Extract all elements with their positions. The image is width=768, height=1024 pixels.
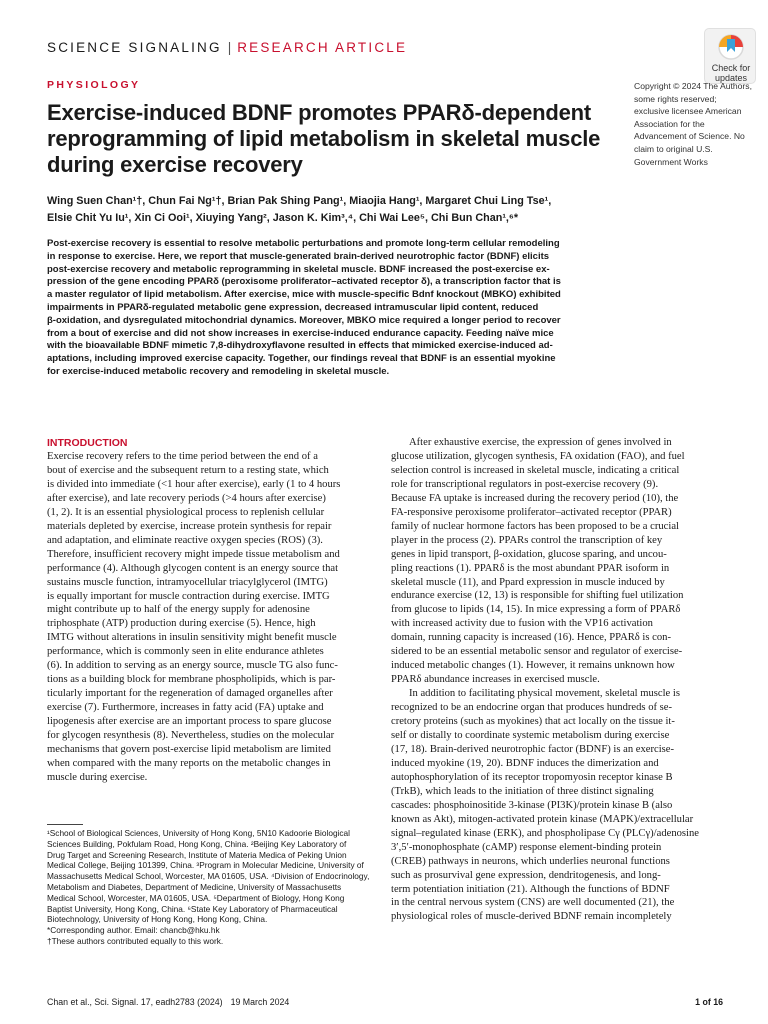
body-line: lipogenesis after exercise are an important process to spare glucose [47,716,332,728]
footnote-line: Drug Target and Screening Research, Institute of Materia Medica of Peking Union [47,849,347,860]
journal-name: SCIENCE SIGNALING [47,40,222,55]
abstract-line: aptations, including improved exercise capacity. Together, our findings reveal that BDNF is an essential myokine [47,353,556,365]
abstract-line: pression of the gene encoding PPARδ (peroxisome proliferator–activated receptor δ), a transcription factor that is [47,276,561,288]
body-column-left [47,436,382,785]
body-line: ticularly important for the regeneration of damaged organelles after [47,688,333,700]
corresponding-author: *Corresponding author. Email: chancb@hku.hk [47,925,220,936]
footnote-line: Metabolism and Diabetes, Department of Medicine, University of Massachusetts [47,881,342,892]
body-line: materials depleted by exercise, increase protein synthesis for repair [47,520,332,532]
footnote-line: ¹School of Biological Sciences, University of Hong Kong, 5N10 Kadoorie Biological [47,828,351,838]
body-line: sidered to be an essential metabolic sensor and regulator of exercise- [391,646,683,658]
body-line: for glycogen resynthesis (8). Nevertheless, studies on the molecular [47,730,335,742]
body-line: Therefore, insufficient recovery might impede tissue metabolism and [47,548,340,560]
body-line: (6). In addition to serving as an energy source, muscle TG also func- [47,660,338,672]
body-line: muscle during exercise. [47,771,148,783]
abstract-line: Post-exercise recovery is essential to resolve metabolic perturbations and promote long-term cellular remodeling [47,238,560,249]
body-line: and adaptation, and eliminate reactive oxygen species (ROS) (3). [47,534,323,546]
abstract-line: from a bout of exercise and did not show increases in exercise-induced endurance capacity. Feeding naïve mice [47,327,554,339]
header-separator: | [227,40,232,55]
body-line: induced metabolic changes (1). However, it remains unknown how [391,660,675,672]
abstract-line: post-exercise recovery and metabolic reprogramming in skeletal muscle. BDNF increased the post-exercise ex- [47,263,550,275]
body-line: In addition to facilitating physical movement, skeletal muscle is [409,688,680,700]
article-title [47,100,637,178]
body-line: is divided into immediate (<1 hour after exercise), early (1 to 4 hours [47,478,341,490]
body-line: player in the process (2). PPARs control the transcription of key [391,534,663,546]
citation: Chan et al., Sci. Signal. 17, eadh2783 (2024) [47,997,223,1007]
body-line: self or distally to coordinate systemic metabolism during exercise [391,730,670,742]
footnote-line: Biotechnology, University of Hong Kong, Hong Kong, China. [47,914,268,925]
abstract [47,238,725,379]
body-line: Because FA uptake is increased during the recovery period (10), the [391,492,679,504]
body-line: IMTG without alterations in insulin sensitivity might benefit muscle [47,632,337,644]
abstract-line: in response to exercise. Here, we report that muscle-generated brain-derived neurotrophic factor (BDNF) elicits [47,250,550,262]
footnote-line: Sciences Building, Pokfulam Road, Hong Kong, China. ²Beijing Key Laboratory of [47,838,347,849]
body-line: performance, which is commonly seen in elite endurance athletes [47,646,324,658]
abstract-line: β-oxidation, and dysregulated mitochondrial dynamics. Moreover, MBKO mice required a longer period to recover [47,314,561,326]
title-line: reprogramming of lipid metabolism in skeletal muscle [47,126,601,151]
body-line: bout of exercise and the subsequent return to a resting state, which [47,464,329,476]
body-line: (CREB) pathways in neurons, which underlies neuronal functions [391,855,670,867]
footnote-divider [47,824,83,825]
body-line: recognized to be an endocrine organ that produces hundreds of se- [391,702,673,714]
body-line: tions as a building block for membrane phospholipids, which is par- [47,674,336,686]
body-line: signal–regulated kinase (ERK), and phospholipase Cγ (PLCγ)/adenosine [391,827,699,839]
body-line: (TrkB), which leads to the initiation of three distinct signaling [391,785,654,797]
body-line: autophosphorylation of its receptor tropomyosin receptor kinase B [391,771,673,783]
body-line: role for transcriptional regulators in post-exercise recovery (9). [391,478,659,490]
badge-line1: Check for [711,63,751,73]
body-line: term potentiation initiation (21). Although the functions of BDNF [391,883,670,895]
body-line: after exercise), and late recovery periods (>4 hours after exercise) [47,492,326,504]
body-line: from glucose to lipids (14, 15). In mice expressing a form of PPARδ [391,604,681,616]
journal-header [47,40,407,55]
abstract-line: a master regulator of lipid metabolism. After exercise, mice with muscle-specific Bdnf knockout (MBKO) exhibited [47,289,561,301]
author-list [47,193,627,227]
body-line: glucose utilization, glycogen synthesis, FA oxidation (FAO), and fuel [391,450,685,462]
equal-contribution-note: †These authors contributed equally to this work. [47,935,224,946]
copyright-notice: Copyright © 2024 The Authors, some rights reserved; exclusive licensee American Association for the Advancement of Science. No claim to original U.S. Government Works [634,81,752,167]
body-column-right [391,436,726,924]
body-line: PPARδ abundance increases in exercised muscle. [391,674,600,686]
body-line: FA-responsive peroxisome proliferator–activated receptor (PPAR) [391,506,672,518]
check-for-updates-badge[interactable] [704,28,756,84]
title-line: Exercise-induced BDNF promotes PPARδ-dependent [47,100,592,125]
body-line: is equally important for muscle contraction during exercise. IMTG [47,590,330,602]
author-line: Elsie Chit Yu Iu¹, Xin Ci Ooi¹, Xiuying Yang², Jason K. Kim³,⁴, Chi Wai Lee⁵, Chi Bun Chan¹,⁶* [47,212,519,224]
section-label: PHYSIOLOGY [47,79,141,91]
body-line: might contribute up to half of the energy supply for adenosine [47,604,310,616]
footnote-line: Massachusetts Medical School, Worcester, MA 01605, USA. ⁴Division of Endocrinology, [47,871,370,882]
introduction-heading: INTRODUCTION [47,437,128,449]
abstract-line: with the bioavailable BDNF mimetic 7,8-dihydroxyflavone resulted in effects that mimicked exercise-induced ad- [47,340,553,352]
body-line: sustains muscle function, intramyocellular triacylglycerol (IMTG) [47,576,328,588]
body-line: (1, 2). It is an essential physiological process to replenish cellular [47,506,325,518]
page-number: 1 of 16 [695,997,723,1007]
body-line: known as Akt), mitogen-activated protein kinase (MAPK)/extracellular [391,813,694,825]
body-line: such as prosurvival gene expression, dendritogenesis, and long- [391,869,661,881]
body-line: family of nuclear hormone factors has been proposed to be a crucial [391,520,679,532]
body-line: (17, 18). Brain-derived neurotrophic factor (BDNF) is an exercise- [391,743,674,755]
footnote-line: Baptist University, Hong Kong, China. ⁶State Key Laboratory of Pharmaceutical [47,903,338,914]
body-line: with increased activity due to fusion with the VP16 activation [391,618,653,630]
body-line: mechanisms that govern post-exercise lipid metabolism are limited [47,744,331,756]
body-line: 3′,5′-monophosphate (cAMP) response element-binding protein [391,841,662,853]
body-line: skeletal muscle (11), and Ppard expression in muscle induced by [391,576,665,588]
body-line: endurance exercise (12, 13) is responsible for shifting fuel utilization [391,590,684,602]
body-line: physiological roles of muscle-derived BDNF remain incompletely [391,911,672,923]
body-line: induced myokine (19, 20). BDNF induces the dimerization and [391,757,659,769]
page-footer [47,997,289,1007]
body-line: when compared with the many reports on the metabolic changes in [47,757,331,769]
body-line: Exercise recovery refers to the time period between the end of a [47,451,318,462]
body-line: triphosphate (ATP) production during exercise (5). Hence, high [47,618,316,630]
body-line: in the central nervous system (CNS) are well documented (21), the [391,897,675,909]
body-line: After exhaustive exercise, the expression of genes involved in [409,437,672,448]
body-line: pling reactions (1). PPARδ is the most abundant PPAR isoform in [391,562,670,574]
affiliation-footnotes [47,828,372,947]
badge-line2: updates [714,73,748,83]
body-line: genes in lipid transport, β-oxidation, glucose sparing, and uncou- [391,548,667,560]
body-line: selection control is increased in skeletal muscle, indicating a critical [391,464,680,476]
body-line: cascades: phosphoinositide 3-kinase (PI3K)/protein kinase B (also [391,799,673,811]
article-type: RESEARCH ARTICLE [237,40,408,55]
publication-date: 19 March 2024 [230,997,290,1007]
body-line: exercise (7). Furthermore, increases in fatty acid (FA) uptake and [47,702,324,714]
crossmark-icon [717,32,745,62]
abstract-line: for exercise-induced metabolic recovery and remodeling in skeletal muscle. [47,365,390,377]
body-line: domain, running capacity is increased (16). Hence, PPARδ is con- [391,632,671,644]
abstract-line: impairments in PPARδ-regulated metabolic gene expression, decreased intramuscular lipid content, reduced [47,301,539,313]
author-line: Wing Suen Chan¹†, Chun Fai Ng¹†, Brian Pak Shing Pang¹, Miaojia Hang¹, Margaret Chui Ling Tse¹, [47,195,552,207]
body-line: cretory proteins (such as myokines) that act locally on the tissue it- [391,716,675,728]
footnote-line: Medical School, Worcester, MA 01605, USA. ⁵Department of Biology, Hong Kong [47,892,345,903]
title-line: during exercise recovery [47,152,303,177]
footnote-line: Medical College, Beijing 101399, China. ³Program in Molecular Medicine, University of [47,860,364,871]
body-line: performance (4). Although glycogen content is an energy source that [47,562,339,574]
